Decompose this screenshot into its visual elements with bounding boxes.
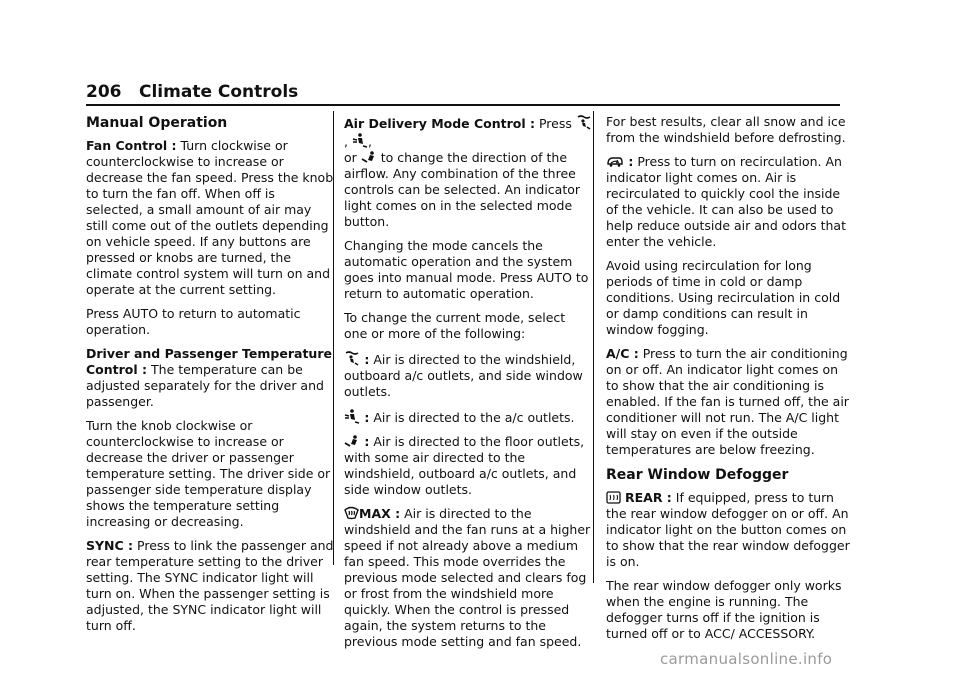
defrost-floor-icon: [576, 114, 592, 130]
recirculation-paragraph: [606, 154, 854, 250]
auto-paragraph: Press AUTO to return to automatic operation.: [86, 306, 301, 337]
floor-paragraph: [344, 434, 592, 498]
column-middle: [344, 114, 592, 658]
mode-or-text: or: [344, 150, 357, 165]
floor-text: Air is directed to the floor outlets, with some air directed to the windshield, outboard a/c outlets, and side window outlets.: [344, 434, 585, 497]
rear-defogger-icon: [606, 491, 621, 504]
rear-paragraph: [606, 490, 854, 570]
floor-icon: [344, 434, 360, 448]
mode-control-text: to change the direction of the airflow. Any combination of the three controls can be selected. An indicator light comes on in the selected mode button.: [344, 150, 581, 229]
ac-text: Press to turn the air conditioning on or off. An indicator light comes on to show that the air conditioning is enabled. If the fan is turned off, the air conditioner will not run. The A/C light will stay on even if the outside temperatures are below freezing.: [606, 346, 849, 457]
fan-control-text: Turn clockwise or counterclockwise to increase or decrease the fan speed. Press the knob to turn the fan off. When off is selected, a small amount of air may still come out of the outlets depending on vehicle speed. If any buttons are pressed or knobs are turned, the climate control system will turn on and operate at the current setting.: [86, 138, 334, 297]
sync-paragraph: [86, 538, 334, 634]
max-term: MAX :: [359, 506, 401, 521]
floor-term: :: [360, 434, 370, 449]
to-change-paragraph: To change the current mode, select one or more of the following:: [344, 310, 566, 341]
mode-sep: ,: [367, 134, 372, 149]
defrost-floor-icon: [344, 350, 360, 366]
sync-text: Press to link the passenger and rear temperature setting to the driver setting. The SYNC indicator light will turn on. When the passenger setting is adjusted, the SYNC indicator light will turn off.: [86, 538, 334, 633]
sync-term: SYNC :: [86, 538, 134, 553]
vent-icon: [344, 408, 360, 424]
watermark: carmanualsonline.info: [660, 650, 833, 668]
temperature-paragraph: [86, 346, 334, 410]
ac-paragraph: [606, 346, 854, 458]
avoid-recirculation-paragraph: Avoid using recirculation for long periods of time in cold or damp conditions. Using recirculation in cold or damp conditions can result in window fogging.: [606, 258, 841, 337]
temperature-text: The temperature can be adjusted separately for the driver and passenger.: [86, 362, 324, 409]
column-left: [86, 114, 334, 642]
floor-icon: [361, 150, 377, 164]
column-right: [606, 114, 854, 650]
vent-text: Air is directed to the a/c outlets.: [369, 410, 575, 425]
max-text: Air is directed to the windshield and the fan runs at a higher speed if not already above a medium fan speed. This mode overrides the previous mode selected and clears fog or frost from the windshield more quickly. When the control is pressed again, the system returns to the previous mode setting and fan speed.: [344, 506, 591, 649]
recirculation-text: Press to turn on recirculation. An indicator light comes on. Air is recirculated to quickly cool the inside of the vehicle. It can also be used to help reduce outside air and odors that enter the vehicle.: [606, 154, 846, 249]
engine-running-paragraph: The rear window defogger only works when the engine is running. The defogger turns off if the ignition is turned off or to ACC/ ACCESSORY.: [606, 578, 842, 641]
defrost-floor-text: Air is directed to the windshield, outboard a/c outlets, and side window outlets.: [344, 352, 583, 399]
max-defrost-icon: [344, 506, 359, 520]
vent-term: :: [360, 410, 370, 425]
defrost-floor-term: :: [360, 352, 370, 367]
section-title: Climate Controls: [139, 82, 299, 102]
vent-paragraph: [344, 408, 592, 426]
mode-control-term: Air Delivery Mode Control :: [344, 116, 536, 131]
fan-control-term: Fan Control :: [86, 138, 177, 153]
mode-sep: ,: [344, 134, 348, 149]
mode-control-paragraph: [344, 114, 592, 230]
manual-operation-heading: Manual Operation: [86, 115, 228, 131]
temperature-term: Driver and Passenger Temperature Control :: [86, 346, 332, 377]
clear-snow-paragraph: For best results, clear all snow and ice from the windshield before defrosting.: [606, 114, 846, 145]
column-divider: [593, 111, 594, 583]
rear-term: REAR :: [624, 490, 672, 505]
page-number: 206: [86, 82, 122, 102]
rear-text: If equipped, press to turn the rear window defogger on or off. An indicator light on the button comes on to show that the rear window defogger is on.: [606, 490, 850, 569]
ac-term: A/C :: [606, 346, 639, 361]
fan-control-paragraph: [86, 138, 334, 298]
rear-defogger-heading: Rear Window Defogger: [606, 467, 789, 483]
knob-paragraph: Turn the knob clockwise or counterclockwise to increase or decrease the driver or passenger temperature setting. The driver side or passenger side temperature display shows the temperature setting increasing or decreasing.: [86, 418, 331, 529]
changing-mode-paragraph: Changing the mode cancels the automatic operation and the system goes into manual mode. Press AUTO to return to automatic operation.: [344, 238, 589, 301]
max-paragraph: [344, 506, 592, 650]
recirculation-icon: [606, 155, 624, 168]
page-header: [86, 80, 840, 106]
vent-icon: [352, 132, 368, 148]
defrost-floor-paragraph: [344, 350, 592, 400]
recirculation-term: :: [624, 154, 634, 169]
mode-press-text: Press: [535, 116, 572, 131]
